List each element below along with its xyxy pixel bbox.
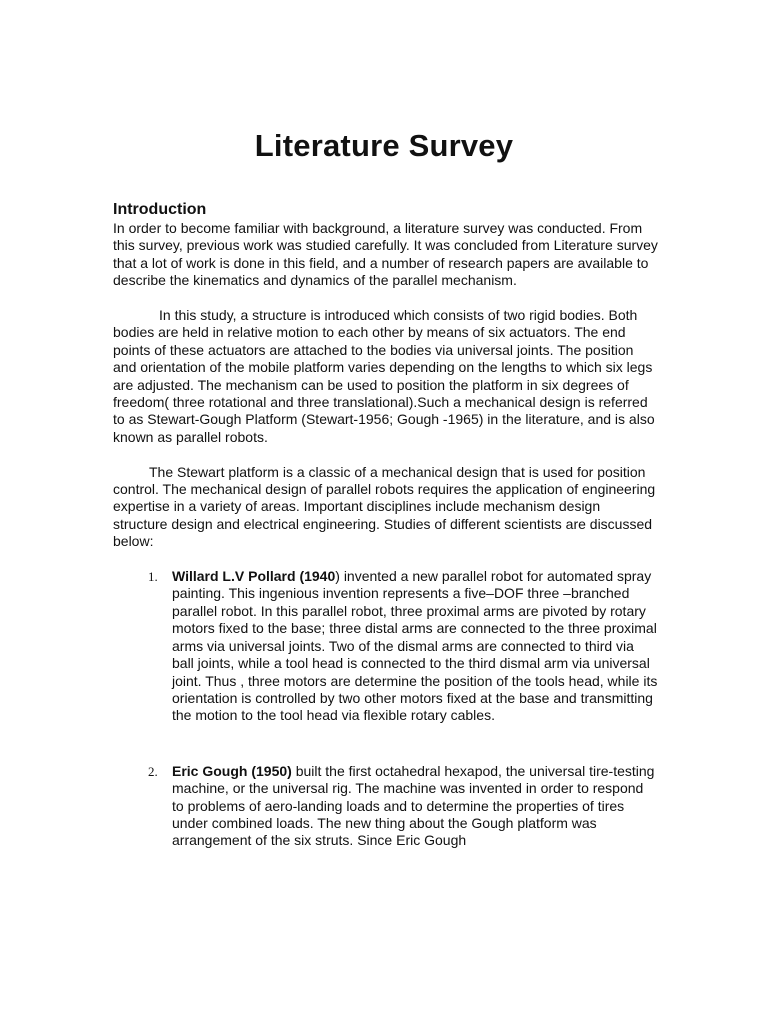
list-item	[113, 763, 658, 850]
paragraph-intro: In order to become familiar with background, a literature survey was conducted. From this survey, previous work was studied carefully. It was concluded from Literature survey that a lot of work is done in this field, and a number of research papers are available to describe the kinematics and dynamics of the parallel mechanism.	[113, 220, 658, 289]
introduction-heading: Introduction	[113, 201, 207, 218]
scientist-list	[113, 568, 658, 850]
page-title: Literature Survey	[254, 128, 514, 163]
list-item-text: ) invented a new parallel robot for automated spray painting. This ingenious invention represents a five–DOF three –branched parallel robot. In this parallel robot, three proximal arms are pivoted by rotary motors fixed to the base; three distal arms are connected to the three proximal arms via universal joints. Two of the dismal arms are connected to third via ball joints, while a tool head is connected to the third dismal arm via universal joint. Thus , three motors are determine the position of the tools head, while its orientation is controlled by two other motors fixed at the base and transmitting the motion to the tool head via flexible rotary cables.	[172, 568, 658, 724]
list-number: 2.	[148, 763, 158, 779]
list-item	[113, 568, 658, 725]
paragraph-structure: In this study, a structure is introduced which consists of two rigid bodies. Both bodies are held in relative motion to each other by means of six actuators. The end points of these actuators are attached to the bodies via universal joints. The position and orientation of the mobile platform varies depending on the lengths to which six legs are adjusted. The mechanism can be used to position the platform in six degrees of freedom( three rotational and three translational).Such a mechanical design is referred to as Stewart-Gough Platform (Stewart-1956; Gough -1965) in the literature, and is also known as parallel robots.	[113, 307, 655, 445]
list-number: 1.	[148, 569, 158, 585]
list-item-text: built the first octahedral hexapod, the universal tire-testing machine, or the universal rig. The machine was invented in order to respond to problems of aero-landing loads and to determine the properties of tires under combined loads. The new thing about the Gough platform was arrangement of the six struts. Since Eric Gough	[172, 762, 655, 849]
scientist-name: Willard L.V Pollard (1940	[172, 568, 336, 585]
document-body	[113, 200, 658, 888]
scientist-name: Eric Gough (1950)	[172, 762, 292, 779]
paragraph-stewart: The Stewart platform is a classic of a mechanical design that is used for position control. The mechanical design of parallel robots requires the application of engineering expertise in a variety of areas. Important disciplines include mechanism design structure design and electrical engineering. Studies of different scientists are discussed below:	[113, 463, 656, 550]
